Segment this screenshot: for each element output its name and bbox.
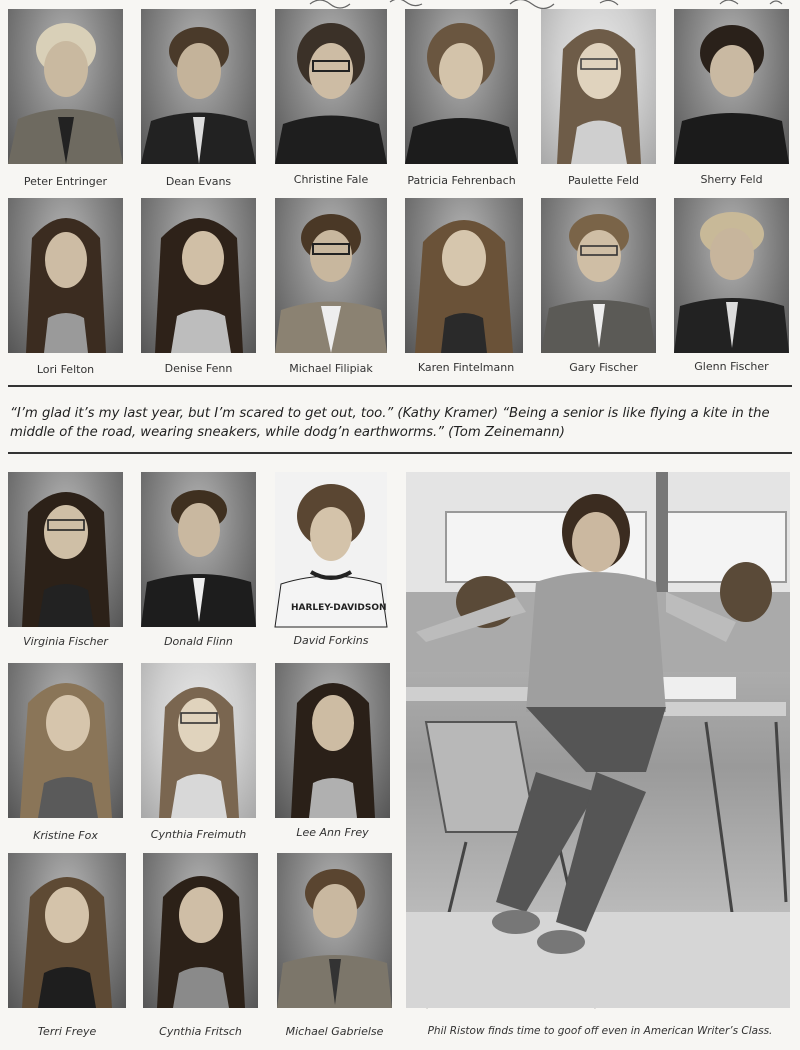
portrait-photo [8,853,126,1008]
divider-line [8,452,792,454]
student-name: Donald Flinn [164,635,233,648]
portrait-photo [141,9,256,164]
student-name: Dean Evans [165,175,232,188]
portrait-photo [275,198,387,353]
portrait-photo [674,198,789,353]
student-name: David Forkins [293,634,369,647]
student-name: Lee Ann Frey [296,826,369,839]
student-name: Michael Gabrielse [285,1025,384,1038]
portrait-photo [405,9,518,164]
portrait-photo [405,198,523,353]
portrait-photo [541,9,656,164]
student-name: Cynthia Freimuth [150,828,247,841]
portrait-photo [277,853,392,1008]
student-name: Karen Fintelmann [417,361,515,374]
portrait-photo [143,853,258,1008]
portrait-photo [8,198,123,353]
portrait-photo [541,198,656,353]
student-name: Virginia Fischer [23,635,108,648]
student-name: Cynthia Fritsch [159,1025,242,1038]
student-name: Sherry Feld [700,173,763,186]
portrait-photo [141,198,256,353]
student-name: Lori Felton [36,363,95,376]
photo-caption: Phil Ristow finds time to goof off even in American Writer’s Class. [427,1025,773,1037]
portrait-photo [275,9,387,164]
candid-classroom-photo [406,472,790,1008]
divider-line [8,385,792,387]
shirt-print: HARLEY-DAVIDSON [291,603,387,613]
portrait-photo [275,472,387,627]
student-name: Terri Freye [37,1025,97,1038]
student-name: Paulette Feld [567,174,640,187]
student-name: Denise Fenn [164,362,233,375]
student-name: Michael Filipiak [289,362,373,375]
student-name: Patricia Fehrenbach [407,174,516,187]
student-name: Peter Entringer [23,175,108,188]
senior-quote: “I’m glad it’s my last year, but I’m scared to get out, too.” (Kathy Kramer) “Being a senior is like flying a kite in the middle of the road, wearing sneakers, while dodg’n earthworms.” (Tom Zeinemann) [10,406,770,440]
portrait-photo [141,472,256,627]
portrait-photo [8,663,123,818]
student-name: Gary Fischer [569,361,638,374]
portrait-photo [674,9,789,164]
portrait-photo [8,472,123,627]
portrait-photo [275,663,390,818]
portrait-photo [141,663,256,818]
portrait-photo [8,9,123,164]
student-name: Glenn Fischer [694,360,769,373]
student-name: Christine Fale [293,173,369,186]
student-name: Kristine Fox [33,829,98,842]
